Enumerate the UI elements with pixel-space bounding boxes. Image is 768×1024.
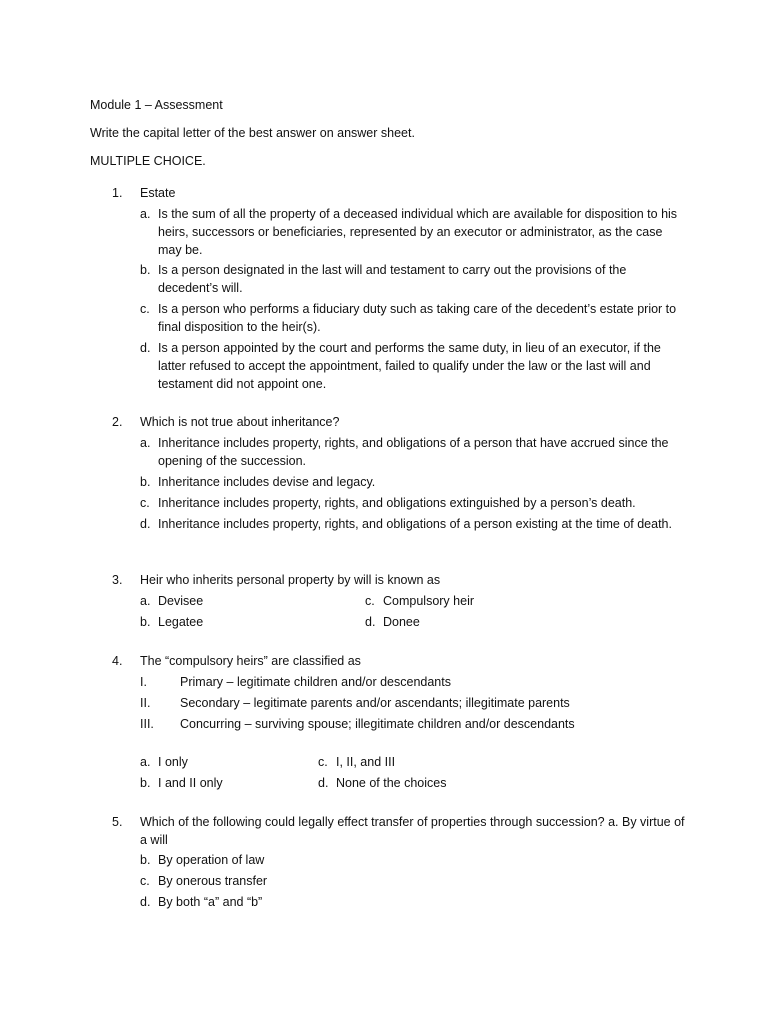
option-letter: d.	[140, 895, 151, 909]
option-letter: b.	[140, 615, 151, 629]
option-text: Inheritance includes devise and legacy.	[158, 475, 376, 489]
option-letter: b.	[140, 475, 151, 489]
option-text: Inheritance includes property, rights, and obligations of a person that have accrued since the opening of the succession.	[158, 436, 669, 468]
option-text: Inheritance includes property, rights, and obligations of a person existing at the time of death.	[158, 517, 672, 531]
option-letter: b.	[140, 853, 151, 867]
roman-text: Secondary – legitimate parents and/or ascendants; illegitimate parents	[180, 696, 570, 710]
option-letter: c.	[140, 302, 150, 316]
option-text: By operation of law	[158, 853, 265, 867]
option-text: I only	[158, 755, 188, 769]
option-text: I, II, and III	[336, 755, 396, 769]
option-letter: c.	[318, 755, 328, 769]
option-text: Devisee	[158, 594, 204, 608]
option-letter: b.	[140, 263, 151, 277]
question-number: 5.	[112, 815, 123, 829]
option-text: Is a person who performs a fiduciary duty such as taking care of the decedent’s estate prior to final disposition to the heir(s).	[158, 302, 677, 334]
instruction-text: Write the capital letter of the best answer on answer sheet.	[90, 126, 415, 140]
question-number: 3.	[112, 573, 123, 587]
question-number: 1.	[112, 186, 123, 200]
question-stem: The “compulsory heirs” are classified as	[140, 654, 361, 668]
option-text: I and II only	[158, 776, 223, 790]
option-letter: d.	[365, 615, 376, 629]
page-title: Module 1 – Assessment	[90, 98, 223, 112]
option-text: None of the choices	[336, 776, 447, 790]
option-text: Inheritance includes property, rights, and obligations extinguished by a person’s death.	[158, 496, 636, 510]
roman-label: III.	[140, 717, 154, 731]
option-text: Compulsory heir	[383, 594, 475, 608]
option-letter: c.	[140, 874, 150, 888]
roman-text: Concurring – surviving spouse; illegitimate children and/or descendants	[180, 717, 575, 731]
option-letter: c.	[365, 594, 375, 608]
option-letter: d.	[318, 776, 329, 790]
option-letter: c.	[140, 496, 150, 510]
section-heading: MULTIPLE CHOICE.	[90, 154, 206, 168]
question-stem: Which of the following could legally effect transfer of properties through succession? a. By virtue of a will	[140, 815, 685, 847]
question-number: 2.	[112, 415, 123, 429]
option-text: Is the sum of all the property of a deceased individual which are available for disposition to his heirs, successors or beneficiaries, represented by an executor or administrator, as the case may be.	[158, 207, 678, 257]
roman-text: Primary – legitimate children and/or descendants	[180, 675, 451, 689]
option-letter: a.	[140, 755, 151, 769]
option-letter: a.	[140, 594, 151, 608]
option-text: Legatee	[158, 615, 204, 629]
option-letter: a.	[140, 436, 151, 450]
roman-label: I.	[140, 675, 147, 689]
question-stem: Which is not true about inheritance?	[140, 415, 340, 429]
option-letter: d.	[140, 517, 151, 531]
option-text: Is a person designated in the last will and testament to carry out the provisions of the decedent’s will.	[158, 263, 627, 295]
option-text: Is a person appointed by the court and performs the same duty, in lieu of an executor, if the latter refused to accept the appointment, failed to qualify under the law or the last will and testament did not appoint one.	[158, 341, 661, 391]
question-stem: Heir who inherits personal property by will is known as	[140, 573, 441, 587]
option-letter: a.	[140, 207, 151, 221]
option-text: By onerous transfer	[158, 874, 268, 888]
option-text: Donee	[383, 615, 420, 629]
option-letter: d.	[140, 341, 151, 355]
roman-label: II.	[140, 696, 151, 710]
option-text: By both “a” and “b”	[158, 895, 263, 909]
question-stem: Estate	[140, 186, 176, 200]
option-letter: b.	[140, 776, 151, 790]
question-number: 4.	[112, 654, 123, 668]
